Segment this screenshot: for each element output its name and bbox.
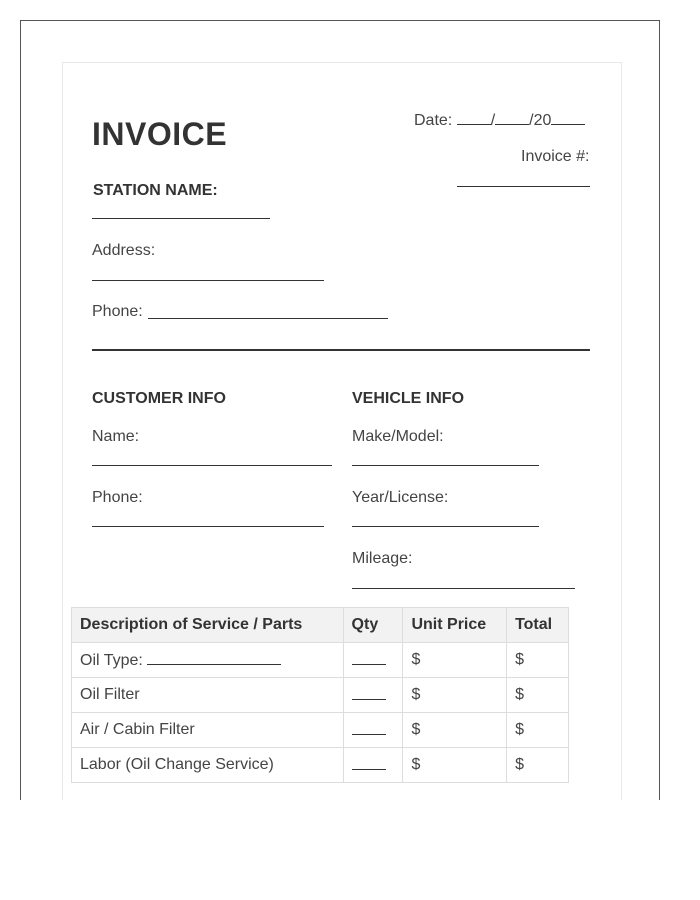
table-row — [72, 748, 569, 783]
date-day-blank[interactable] — [495, 110, 529, 125]
row-description-cell — [72, 643, 344, 678]
page-bottom-whitespace — [0, 801, 700, 900]
qty-line[interactable] — [352, 650, 386, 665]
make-model-line[interactable] — [352, 465, 539, 466]
oil-type-line[interactable] — [147, 650, 281, 665]
row-unit-price[interactable]: $ — [403, 643, 507, 678]
customer-name-label: Name: — [92, 428, 140, 445]
qty-line[interactable] — [352, 720, 386, 735]
row-qty-cell[interactable] — [343, 678, 403, 713]
services-table — [71, 607, 569, 783]
header-divider — [92, 349, 590, 351]
table-row — [72, 713, 569, 748]
table-row — [72, 678, 569, 713]
invoice-title: INVOICE — [92, 116, 228, 152]
table-row — [72, 643, 569, 678]
column-header-total: Total — [507, 608, 569, 643]
row-qty-cell[interactable] — [343, 748, 403, 783]
station-phone-line[interactable] — [148, 318, 388, 319]
invoice-number-line[interactable] — [457, 186, 590, 187]
qty-line[interactable] — [352, 755, 386, 770]
station-phone-label: Phone: — [92, 303, 143, 320]
customer-name-line[interactable] — [92, 465, 332, 466]
qty-line[interactable] — [352, 685, 386, 700]
invoice-number-label: Invoice #: — [521, 148, 590, 165]
date-month-blank[interactable] — [457, 110, 491, 125]
date-year-blank[interactable] — [551, 110, 585, 125]
table-header-row — [72, 608, 569, 643]
address-line[interactable] — [92, 280, 324, 281]
column-header-description: Description of Service / Parts — [72, 608, 344, 643]
row-qty-cell[interactable] — [343, 643, 403, 678]
row-unit-price[interactable]: $ — [403, 678, 507, 713]
date-separator-2: /20 — [529, 112, 552, 129]
row-description: Air / Cabin Filter — [72, 713, 344, 748]
column-header-unit-price: Unit Price — [403, 608, 507, 643]
column-header-qty: Qty — [343, 608, 403, 643]
station-name-line[interactable] — [92, 218, 270, 219]
customer-phone-line[interactable] — [92, 526, 324, 527]
row-description: Labor (Oil Change Service) — [72, 748, 344, 783]
address-label: Address: — [92, 242, 156, 259]
row-total[interactable]: $ — [507, 713, 569, 748]
customer-phone-label: Phone: — [92, 489, 143, 506]
row-total[interactable]: $ — [507, 748, 569, 783]
mileage-label: Mileage: — [352, 550, 413, 567]
vehicle-info-heading: VEHICLE INFO — [352, 390, 465, 407]
row-description: Oil Type: — [80, 652, 143, 669]
row-unit-price[interactable]: $ — [403, 748, 507, 783]
row-description: Oil Filter — [72, 678, 344, 713]
date-label: Date: — [414, 112, 453, 129]
row-unit-price[interactable]: $ — [403, 713, 507, 748]
row-qty-cell[interactable] — [343, 713, 403, 748]
mileage-line[interactable] — [352, 588, 575, 589]
station-name-label: STATION NAME: — [93, 182, 218, 199]
date-field[interactable] — [414, 110, 585, 130]
date-separator-1: / — [490, 112, 496, 129]
row-total[interactable]: $ — [507, 678, 569, 713]
year-license-line[interactable] — [352, 526, 539, 527]
make-model-label: Make/Model: — [352, 428, 444, 445]
year-license-label: Year/License: — [352, 489, 449, 506]
customer-info-heading: CUSTOMER INFO — [92, 390, 226, 407]
row-total[interactable]: $ — [507, 643, 569, 678]
